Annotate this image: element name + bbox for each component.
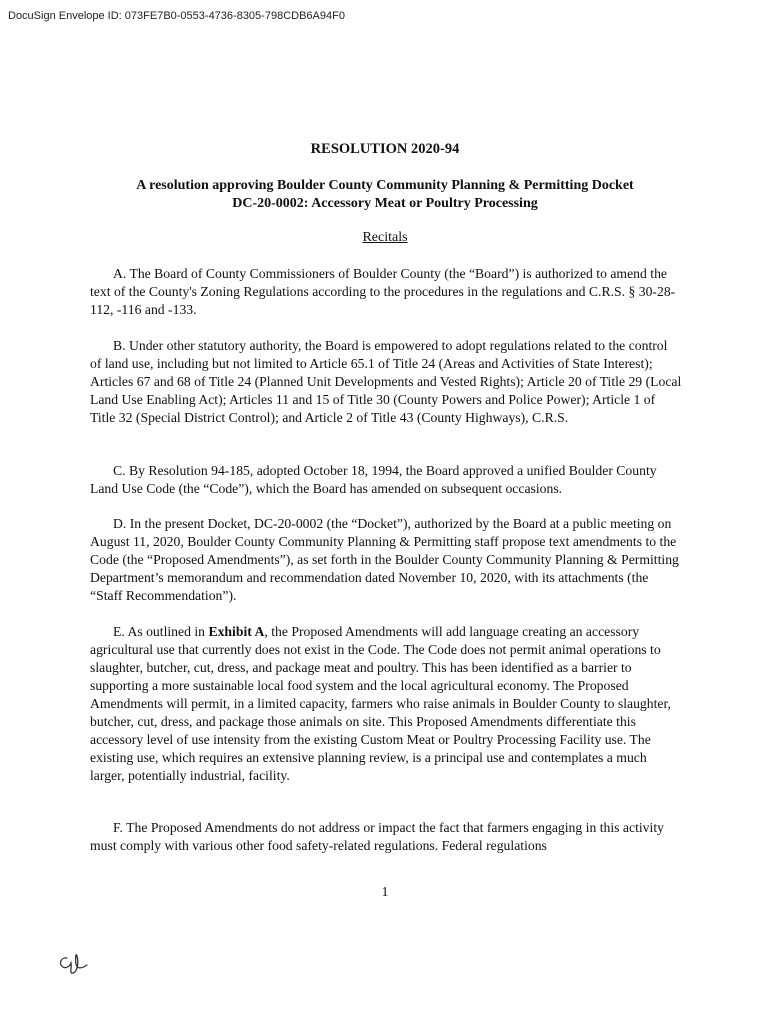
paragraph-e-intro: E. As outlined in [113, 624, 209, 639]
recital-paragraph-f: F. The Proposed Amendments do not address or impact the fact that farmers engaging in this activity must comply with various other food safety-related regulations. Federal regulations [90, 820, 664, 853]
resolution-title: RESOLUTION 2020-94 [310, 141, 460, 157]
recital-paragraph-b: B. Under other statutory authority, the Board is empowered to adopt regulations related to the control of land use, including but not limited to Article 65.1 of Title 24 (Areas and Activities of State Interest); Articles 67 and 68 of Title 24 (Planned Unit Developments and Vested Rights); Article 20 of Title 29 (Local Land Use Enabling Act); Articles 11 and 15 of Title 30 (County Powers and Police Power); Article 1 of Title 32 (Special District Control); and Article 2 of Title 43 (County Highways), C.R.S. [90, 338, 682, 425]
subtitle-line-1: A resolution approving Boulder County Community Planning & Permitting Docket [136, 178, 634, 193]
recital-paragraph-c: C. By Resolution 94-185, adopted October 18, 1994, the Board approved a unified Boulder County Land Use Code (the “Code”), which the Board has amended on subsequent occasions. [90, 463, 657, 496]
resolution-subtitle [80, 177, 690, 213]
exhibit-a-reference: Exhibit A [208, 624, 265, 639]
page-number: 1 [381, 885, 389, 900]
recital-paragraph-d: D. In the present Docket, DC-20-0002 (the “Docket”), authorized by the Board at a public meeting on August 11, 2020, Boulder County Community Planning & Permitting staff propose text amendments to the Code (the “Proposed Amendments”), as set forth in the Boulder County Community Planning & Permitting Department’s memorandum and recommendation dated November 10, 2020, with its attachments (the “Staff Recommendation”). [90, 516, 679, 603]
initials-signature-icon [55, 948, 95, 978]
recital-paragraph-a: A. The Board of County Commissioners of Boulder County (the “Board”) is authorized to amend the text of the County's Zoning Regulations according to the procedures in the regulations and C.R.S. § 30-28-112, -116 and -133. [90, 266, 676, 317]
docusign-envelope-id: DocuSign Envelope ID: 073FE7B0-0553-4736-8305-798CDB6A94F0 [8, 10, 345, 22]
paragraph-e-body: , the Proposed Amendments will add language creating an accessory agricultural use that currently does not exist in the Code. The Code does not permit animal operations to slaughter, butcher, cut, dress, and package meat and poultry. This has been identified as a barrier to supporting a more sustainable local food system and the local agricultural economy. The Proposed Amendments will permit, in a limited capacity, farmers who raise animals in Boulder County to slaughter, butcher, cut, dress, and package those animals on site. This Proposed Amendments differentiate this accessory level of use intensity from the existing Custom Meat or Poultry Processing Facility use. The existing use, which requires an extensive planning review, is a principal use and contemplates a much larger, potentially industrial, facility. [90, 624, 671, 783]
recital-paragraph-e [90, 623, 682, 785]
subtitle-line-2: DC-20-0002: Accessory Meat or Poultry Processing [232, 196, 538, 211]
recitals-heading: Recitals [362, 230, 408, 245]
